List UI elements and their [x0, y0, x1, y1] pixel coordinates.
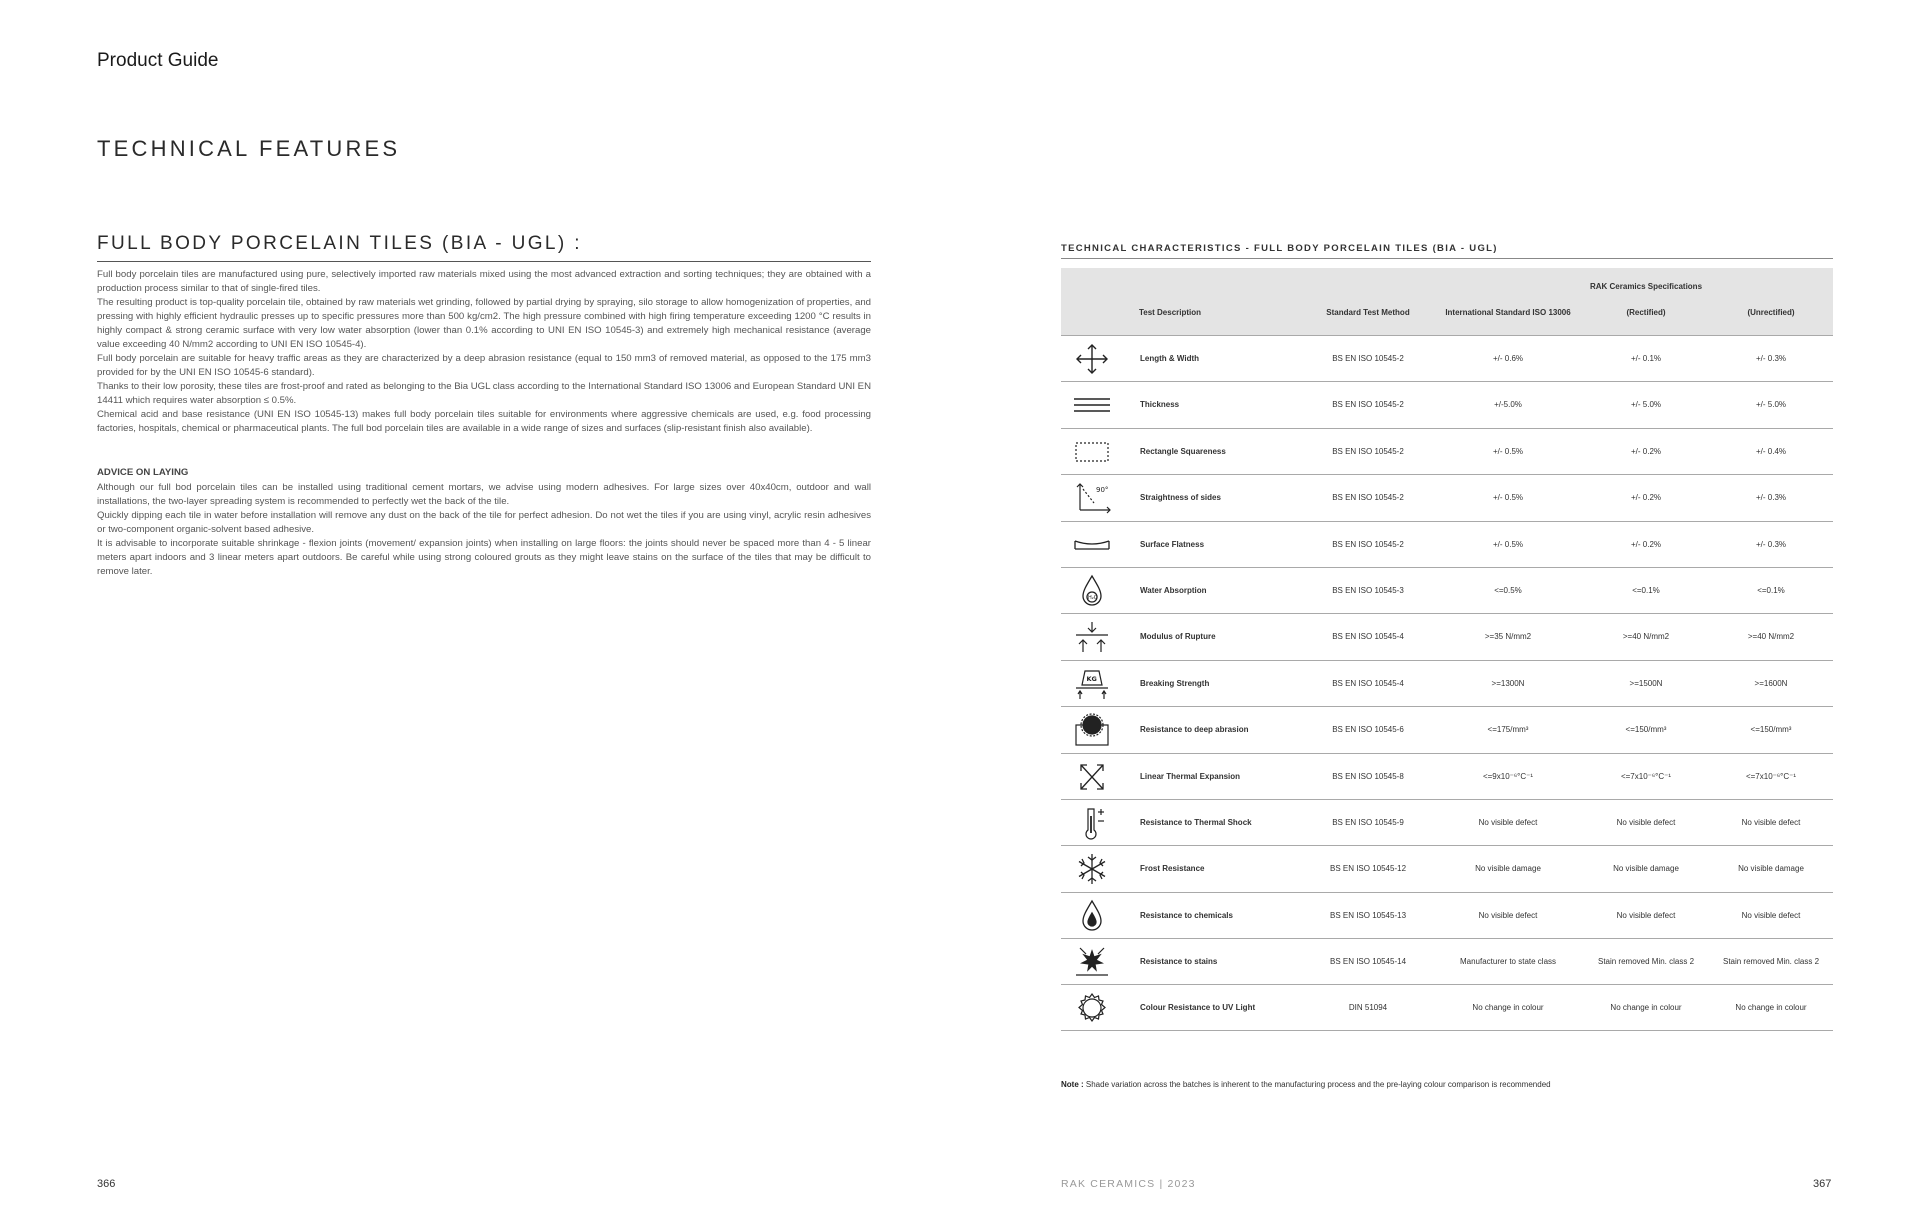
paragraph: Chemical acid and base resistance (UNI EN ISO 10545-13) makes full body porcelain tiles suitable for environments where aggressive chemicals are used, e.g. food processing factories, hospitals, chemical or pharmaceutical plants. The full bod porcelain tiles are available in a wide range of sizes and surfaces (slip-resistant finish also available).: [97, 409, 871, 434]
table-row: [1061, 845, 1833, 891]
cell-iso: +/-5.0%: [1494, 400, 1522, 410]
cell-description: Straightness of sides: [1140, 493, 1221, 503]
table-row: [1061, 938, 1833, 984]
paragraph: Full body porcelain are suitable for heavy traffic areas as they are characterized by a deep abrasion resistance (equal to 150 mm3 of removed material, as opposed to the 175 mm3 provided for by the UNI EN ISO 10545-6 standard).: [97, 353, 871, 378]
cell-iso: <=9x10⁻⁶°C⁻¹: [1482, 771, 1534, 781]
note-text: Shade variation across the batches is inherent to the manufacturing process and the pre-laying colour comparison is recommended: [1083, 1080, 1551, 1089]
table-row: [1061, 799, 1833, 845]
cell-iso: >=35 N/mm2: [1484, 632, 1532, 642]
cell-iso: +/- 0.5%: [1492, 446, 1524, 456]
header-iso: International Standard ISO 13006: [1445, 308, 1571, 317]
table-row: [1061, 567, 1833, 613]
cell-rectified: >=40 N/mm2: [1622, 632, 1670, 642]
cell-iso: +/- 0.6%: [1492, 354, 1524, 363]
svg-text:KG: KG: [1086, 674, 1097, 683]
cell-rectified: +/- 0.1%: [1630, 354, 1662, 363]
note-label: Note :: [1061, 1080, 1084, 1089]
table-row: [1061, 892, 1833, 938]
cell-rectified: <=7x10⁻⁶°C⁻¹: [1620, 771, 1672, 781]
cell-method: BS EN ISO 10545-2: [1332, 446, 1404, 456]
table-row: [1061, 613, 1833, 659]
spec-table-body: [1061, 335, 1833, 1031]
header-rectified: (Rectified): [1626, 308, 1666, 317]
stain-icon: [1072, 945, 1112, 979]
cell-method: BS EN ISO 10545-4: [1332, 678, 1404, 688]
cell-rectified: +/- 0.2%: [1630, 446, 1662, 456]
table-row: [1061, 521, 1833, 567]
cell-rectified: No change in colour: [1610, 1003, 1682, 1013]
weight-icon: [1072, 667, 1112, 701]
advice-heading: ADVICE ON LAYING: [97, 467, 189, 478]
cell-description: Resistance to Thermal Shock: [1140, 817, 1252, 827]
cell-description: Linear Thermal Expansion: [1140, 771, 1241, 781]
cell-method: BS EN ISO 10545-6: [1332, 725, 1404, 735]
cell-method: BS EN ISO 10545-2: [1332, 493, 1404, 503]
cell-rectified: <=150/mm³: [1625, 725, 1667, 735]
table-row: [1061, 381, 1833, 427]
abrasion-wheel-icon: [1072, 713, 1112, 747]
cell-rectified: <=0.1%: [1632, 585, 1660, 595]
cell-rectified: +/- 0.2%: [1630, 539, 1662, 549]
sun-icon: [1072, 991, 1112, 1025]
cell-description: Resistance to deep abrasion: [1140, 725, 1249, 735]
paragraph: Thanks to their low porosity, these tiles are frost-proof and rated as belonging to the Bia UGL class according to the International Standard ISO 13006 and European Standard UNI EN 14411 which requires water absorption ≤ 0.5%.: [97, 381, 871, 406]
footer-brand: RAK CERAMICS | 2023: [1061, 1178, 1196, 1190]
dashed-rectangle-icon: [1072, 435, 1112, 469]
page-heading: FULL BODY PORCELAIN TILES (BIA - UGL) :: [97, 233, 582, 254]
pressure-arrows-icon: [1072, 620, 1112, 654]
cell-unrectified: <=0.1%: [1757, 585, 1785, 595]
cell-method: BS EN ISO 10545-3: [1332, 585, 1404, 595]
cell-rectified: Stain removed Min. class 2: [1597, 957, 1695, 967]
cell-method: BS EN ISO 10545-9: [1332, 817, 1404, 827]
snowflake-icon: [1072, 852, 1112, 886]
chemical-drop-icon: [1072, 899, 1112, 933]
table-note: [1061, 1080, 1551, 1089]
cell-unrectified: No change in colour: [1735, 1003, 1807, 1013]
table-title: TECHNICAL CHARACTERISTICS - FULL BODY PORCELAIN TILES (BIA - UGL): [1061, 243, 1498, 254]
curved-surface-icon: [1072, 528, 1112, 562]
cell-description: Surface Flatness: [1140, 539, 1205, 549]
table-row: [1061, 660, 1833, 706]
cell-iso: >=1300N: [1491, 678, 1525, 688]
cell-unrectified: +/- 0.3%: [1755, 354, 1787, 363]
cell-method: BS EN ISO 10545-13: [1329, 910, 1407, 920]
cell-method: BS EN ISO 10545-4: [1332, 632, 1404, 642]
cell-description: Resistance to stains: [1140, 957, 1218, 967]
cell-description: Water Absorption: [1140, 585, 1207, 595]
cell-iso: No change in colour: [1472, 1003, 1544, 1013]
cell-description: Modulus of Rupture: [1140, 632, 1216, 642]
cell-iso: +/- 0.5%: [1492, 539, 1524, 549]
cell-unrectified: <=7x10⁻⁶°C⁻¹: [1745, 771, 1797, 781]
table-title-divider: [1061, 258, 1833, 259]
table-row: [1061, 428, 1833, 474]
cell-rectified: +/- 0.2%: [1630, 493, 1662, 503]
paragraph: It is advisable to incorporate suitable shrinkage - flexion joints (movement/ expansion joints) when installing on large floors: the joints should never be spaced more than 4 - 5 linear meters apart indoors and 3 linear meters apart outdoors. Be careful while using strong coloured grouts as they might leave stains on the surface of the tiles that may be difficult to remove later.: [97, 538, 871, 577]
cell-unrectified: >=1600N: [1754, 678, 1788, 688]
intro-text: [97, 268, 871, 436]
cell-description: Colour Resistance to UV Light: [1140, 1003, 1256, 1013]
cell-description: Frost Resistance: [1140, 864, 1205, 874]
page-number-left: 366: [97, 1178, 116, 1190]
paragraph: Full body porcelain tiles are manufactured using pure, selectively imported raw materials mixed using the most advanced extraction and sorting techniques; they are obtained with a production process similar to that of single-fired tiles.: [97, 269, 871, 294]
cell-unrectified: +/- 0.3%: [1755, 539, 1787, 549]
cell-method: BS EN ISO 10545-2: [1332, 400, 1404, 410]
header-unrectified: (Unrectified): [1747, 308, 1795, 317]
cell-unrectified: No visible defect: [1741, 910, 1801, 920]
cell-method: BS EN ISO 10545-2: [1332, 354, 1404, 363]
cell-rectified: No visible defect: [1616, 817, 1676, 827]
cell-rectified: No visible defect: [1616, 910, 1676, 920]
heading-divider: [97, 261, 871, 262]
cell-unrectified: +/- 0.3%: [1755, 493, 1787, 503]
cell-description: Rectangle Squareness: [1140, 446, 1226, 456]
cell-method: BS EN ISO 10545-8: [1332, 771, 1404, 781]
expansion-arrows-icon: [1072, 760, 1112, 794]
header-method: Standard Test Method: [1326, 308, 1410, 317]
cell-unrectified: <=150/mm³: [1750, 725, 1792, 735]
cell-unrectified: No visible damage: [1738, 864, 1804, 874]
cell-rectified: +/- 5.0%: [1630, 400, 1662, 410]
cell-iso: +/- 0.5%: [1492, 493, 1524, 503]
svg-text:H₂O: H₂O: [1088, 594, 1098, 601]
table-row: [1061, 753, 1833, 799]
table-row: [1061, 706, 1833, 752]
cell-iso: Manufacturer to state class: [1459, 957, 1557, 967]
cell-method: DIN 51094: [1348, 1003, 1388, 1013]
product-guide-title: Product Guide: [97, 50, 219, 71]
paragraph: Although our full bod porcelain tiles can be installed using traditional cement mortars, we advise using modern adhesives. For large sizes over 40x40cm, outdoor and wall installations, the two-layer spreading system is recommended to perfectly wet the back of the tile.: [97, 482, 871, 507]
arrows-cross-icon: [1072, 342, 1112, 376]
table-row: [1061, 474, 1833, 520]
cell-rectified: No visible damage: [1613, 864, 1679, 874]
cell-method: BS EN ISO 10545-2: [1332, 539, 1404, 549]
header-description: Test Description: [1138, 308, 1202, 317]
table-header: [1061, 268, 1833, 335]
cell-unrectified: Stain removed Min. class 2: [1722, 957, 1820, 967]
cell-unrectified: No visible defect: [1741, 817, 1801, 827]
cell-iso: No visible defect: [1478, 910, 1538, 920]
advice-text: [97, 481, 871, 579]
section-title: TECHNICAL FEATURES: [97, 136, 401, 161]
cell-iso: No visible defect: [1478, 817, 1538, 827]
right-angle-icon: [1072, 481, 1112, 515]
cell-iso: <=0.5%: [1494, 585, 1522, 595]
thermometer-icon: [1072, 806, 1112, 840]
thickness-lines-icon: [1072, 388, 1112, 422]
table-row: [1061, 335, 1833, 381]
cell-iso: No visible damage: [1475, 864, 1541, 874]
paragraph: The resulting product is top-quality porcelain tile, obtained by raw materials wet grinding, followed by partial drying by spraying, silo storage to allow homogenization of properties, and pressing with highly efficient hydraulic presses up to specific pressures more than 500 kg/cm2. The high pressure combined with high firing temperature exceeding 1200 °C results in highly compact & strong ceramic surface with very low water absorption (lower than 0.1% according to UNI EN ISO 10545-3) and extremely high mechanical resistance (average value exceeding 40 N/mm2 according to UNI EN ISO 10545-4).: [97, 297, 871, 350]
cell-rectified: >=1500N: [1629, 678, 1663, 688]
cell-method: BS EN ISO 10545-12: [1329, 864, 1407, 874]
cell-description: Length & Width: [1140, 354, 1200, 363]
paragraph: Quickly dipping each tile in water before installation will remove any dust on the back of the tile for perfect adhesion. Do not wet the tiles if you are using vinyl, acrylic resin adhesives or two-component organic-solvent based adhesive.: [97, 510, 871, 535]
water-drop-icon: [1072, 574, 1112, 608]
cell-method: BS EN ISO 10545-14: [1329, 957, 1407, 967]
cell-unrectified: >=40 N/mm2: [1747, 632, 1795, 642]
cell-unrectified: +/- 5.0%: [1755, 400, 1787, 410]
cell-iso: <=175/mm³: [1487, 725, 1529, 735]
svg-text:90°: 90°: [1096, 486, 1109, 495]
table-row: [1061, 984, 1833, 1030]
cell-description: Breaking Strength: [1140, 678, 1210, 688]
cell-unrectified: +/- 0.4%: [1755, 446, 1787, 456]
cell-description: Thickness: [1140, 400, 1180, 410]
cell-description: Resistance to chemicals: [1140, 910, 1233, 920]
header-rak: RAK Ceramics Specifications: [1589, 282, 1703, 291]
page-number-right: 367: [1813, 1178, 1832, 1190]
